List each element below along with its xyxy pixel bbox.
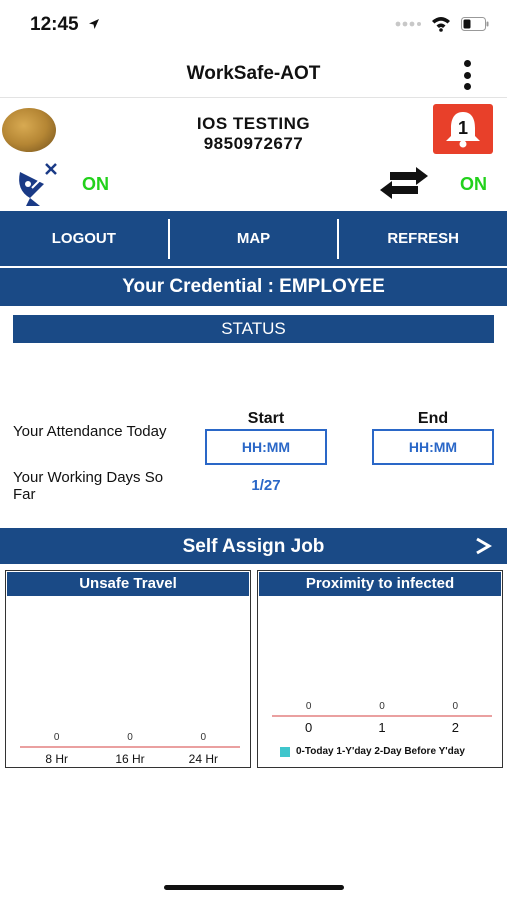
tick-label: 16 Hr — [115, 752, 145, 766]
unsafe-travel-card — [5, 570, 251, 768]
self-assign-label: Self Assign Job — [182, 536, 325, 557]
alert-button[interactable] — [433, 104, 493, 154]
home-indicator[interactable] — [164, 885, 344, 890]
proximity-chart — [258, 571, 504, 769]
tick-label: 8 Hr — [45, 752, 69, 766]
satellite-dish-off-icon — [14, 162, 60, 208]
status-time: 12:45 — [30, 14, 79, 35]
tick-label: 1 — [378, 720, 386, 735]
data-label: 0 — [379, 701, 385, 712]
battery-icon — [461, 17, 489, 31]
signal-icon — [395, 20, 421, 28]
app-title: WorkSafe-AOT — [186, 63, 321, 84]
alert-count: 1 — [457, 118, 468, 138]
start-label: Start — [247, 410, 285, 427]
nav-bar — [0, 211, 507, 266]
chart-legend — [280, 746, 465, 757]
connectivity-row — [0, 160, 507, 208]
tick-label: 0 — [305, 720, 313, 735]
legend-swatch — [280, 747, 290, 757]
data-label: 0 — [305, 701, 312, 712]
data-label: 0 — [53, 732, 60, 743]
chart-title: Proximity to infected — [259, 572, 501, 596]
profile-header — [0, 100, 507, 160]
wifi-icon — [431, 16, 451, 32]
user-phone: 9850972677 — [203, 134, 304, 153]
unsafe-travel-chart — [6, 571, 252, 769]
tick-label: 2 — [451, 720, 459, 735]
end-label: End — [417, 410, 449, 427]
working-days-label: Your Working Days So Far — [13, 469, 164, 503]
logout-button[interactable]: LOGOUT — [51, 229, 116, 247]
attendance-label: Your Attendance Today — [13, 423, 167, 440]
legend-label: 0-Today 1-Y'day 2-Day Before Y'day — [296, 746, 465, 757]
sync-arrows-icon — [378, 164, 430, 204]
credential-banner: Your Credential : EMPLOYEE — [0, 268, 507, 306]
sync-status: ON — [460, 174, 487, 194]
status-header: STATUS — [13, 315, 494, 343]
data-label: 0 — [452, 701, 459, 712]
status-bar — [0, 0, 507, 50]
title-bar — [0, 50, 507, 98]
refresh-button[interactable]: REFRESH — [387, 229, 460, 247]
status-icons — [395, 16, 489, 32]
self-assign-job-button[interactable] — [0, 528, 507, 564]
map-button[interactable]: MAP — [168, 219, 340, 259]
start-time-field[interactable]: HH:MM — [205, 429, 327, 465]
location-arrow-icon — [88, 18, 100, 30]
data-label: 0 — [200, 732, 207, 743]
user-name: IOS TESTING — [196, 114, 311, 133]
tick-label: 24 Hr — [188, 752, 219, 766]
gps-status: ON — [82, 174, 109, 194]
working-days-value: 1/27 — [251, 477, 281, 494]
more-menu-icon[interactable] — [457, 60, 477, 90]
chevron-right-icon — [473, 536, 493, 556]
proximity-card — [257, 570, 503, 768]
end-time-field[interactable]: HH:MM — [372, 429, 494, 465]
chart-title: Unsafe Travel — [7, 572, 249, 596]
data-label: 0 — [127, 732, 133, 743]
